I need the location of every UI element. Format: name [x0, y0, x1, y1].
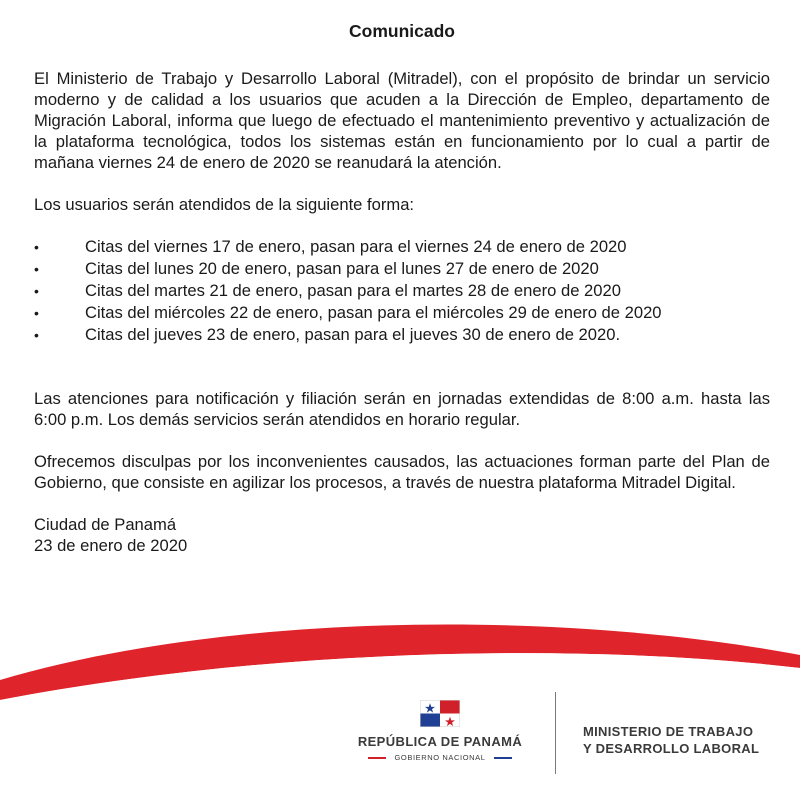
list-item — [34, 258, 770, 280]
list-intro: Los usuarios serán atendidos de la siguiente forma: — [34, 195, 415, 214]
list-item-text: Citas del jueves 23 de enero, pasan para el jueves 30 de enero de 2020. — [85, 325, 621, 344]
bullet-icon: • — [34, 327, 39, 343]
ministry-line-2: Y DESARROLLO LABORAL — [583, 741, 760, 756]
signoff-city: Ciudad de Panamá — [34, 515, 177, 534]
bullet-icon: • — [34, 305, 39, 321]
list-item-text: Citas del lunes 20 de enero, pasan para el lunes 27 de enero de 2020 — [85, 259, 599, 278]
paragraph-apology: Ofrecemos disculpas por los inconvenientes causados, las actuaciones forman parte del Plan de Gobierno, que consiste en agilizar los procesos, a través de nuestra plataforma Mitradel Digital. — [34, 452, 770, 492]
paragraph-intro: El Ministerio de Trabajo y Desarrollo Laboral (Mitradel), con el propósito de brindar un servicio moderno y de calidad a los usuarios que acuden a la Dirección de Empleo, departamento de Migración Laboral, informa que luego de efectuado el mantenimiento preventivo y actualización de la plataforma tecnológica, todos los sistemas están en funcionamiento por lo cual a partir de mañana viernes 24 de enero de 2020 se reanudará la atención. — [34, 69, 770, 172]
list-item — [34, 280, 770, 302]
appointment-list — [34, 236, 770, 346]
document-body — [34, 20, 770, 556]
list-item-text: Citas del miércoles 22 de enero, pasan para el miércoles 29 de enero de 2020 — [85, 303, 662, 322]
government-label-row — [340, 753, 540, 762]
blue-dash-divider — [494, 757, 512, 759]
list-item — [34, 302, 770, 324]
list-item-text: Citas del viernes 17 de enero, pasan para el viernes 24 de enero de 2020 — [85, 237, 627, 256]
republic-name: REPÚBLICA DE PANAMÁ — [357, 734, 523, 749]
ministry-logo-text — [583, 723, 759, 757]
list-item — [34, 324, 770, 346]
panama-flag-icon — [420, 700, 460, 727]
list-item — [34, 236, 770, 258]
bullet-icon: • — [34, 283, 39, 299]
republica-panama-logo — [340, 700, 540, 780]
signoff-date: 23 de enero de 2020 — [34, 536, 188, 555]
red-dash-divider — [368, 757, 386, 759]
bullet-icon: • — [34, 239, 39, 255]
logo-divider — [555, 692, 556, 774]
paragraph-hours: Las atenciones para notificación y filiación serán en jornadas extendidas de 8:00 a.m. hasta las 6:00 p.m. Los demás servicios serán atendidos en horario regular. — [34, 389, 770, 429]
ministry-line-1: MINISTERIO DE TRABAJO — [583, 724, 754, 739]
bullet-icon: • — [34, 261, 39, 277]
list-item-text: Citas del martes 21 de enero, pasan para el martes 28 de enero de 2020 — [85, 281, 621, 300]
government-label: GOBIERNO NACIONAL — [394, 753, 486, 762]
document-title: Comunicado — [349, 21, 455, 41]
